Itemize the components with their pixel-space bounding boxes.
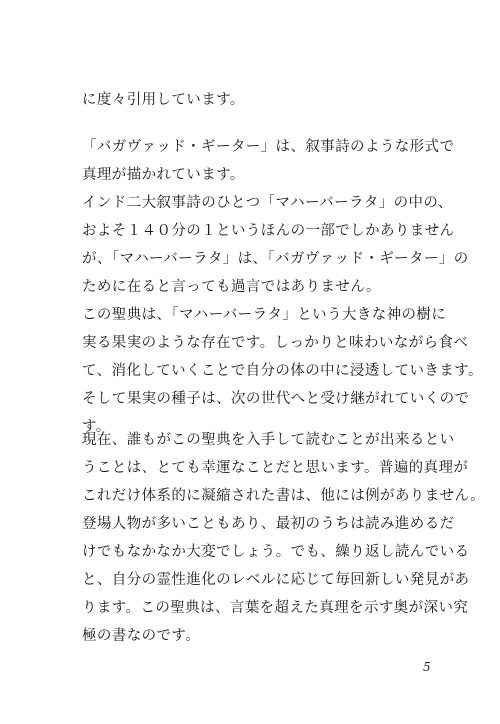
paragraph-sacred-text [82, 426, 486, 650]
text-line: インド二大叙事詩のひとつ「マハーバーラタ」の中の、 [82, 195, 453, 211]
text-line: およそ１４０分の１というほんの一部でしかありません [82, 223, 455, 239]
text-line: うことは、とても幸運なことだと思います。普遍的真理が [82, 460, 469, 476]
text-line: この聖典は、「マハーバーラタ」という大きな神の樹に [82, 307, 447, 323]
text-line: そして果実の種子は、次の世代へと受け継がれていくので [82, 391, 470, 407]
text-line: けでもなかなか大変でしょう。でも、繰り返し読んでいる [82, 544, 470, 560]
text-line: 実る果実のような存在です。しっかりと味わいながら食べ [82, 335, 469, 351]
text-line: 登場人物が多いこともあり、最初のうちは読み進めるだ [82, 516, 455, 532]
text-line: に度々引用しています。 [82, 92, 245, 108]
paragraph-bhagavad-gita [82, 133, 483, 441]
text-line: て、消化していくことで自分の体の中に浸透していきます。 [82, 363, 483, 379]
text-line: ります。この聖典は、言葉を超えた真理を示す奥が深い究 [82, 600, 469, 616]
text-line: ために在ると言っても過言ではありません。 [82, 279, 381, 295]
text-line: す。 [82, 419, 111, 435]
text-line: 「バガヴァッド・ギーター」は、叙事詩のような形式で [82, 139, 455, 155]
paragraph-continuation [82, 86, 432, 114]
text-line: と、自分の霊性進化のレベルに応じて毎回新しい発見があ [82, 572, 470, 588]
page-number: 5 [423, 660, 431, 674]
text-line: が、「マハーバーラタ」は、「バガヴァッド・ギーター」の [82, 251, 469, 267]
text-line: 現在、誰もがこの聖典を入手して読むことが出来るとい [82, 432, 455, 448]
text-line: 真理が描かれています。 [82, 167, 245, 183]
text-line: 極の書なのです。 [82, 628, 201, 644]
text-line: これだけ体系的に凝縮された書は、他には例がありません。 [82, 488, 486, 504]
